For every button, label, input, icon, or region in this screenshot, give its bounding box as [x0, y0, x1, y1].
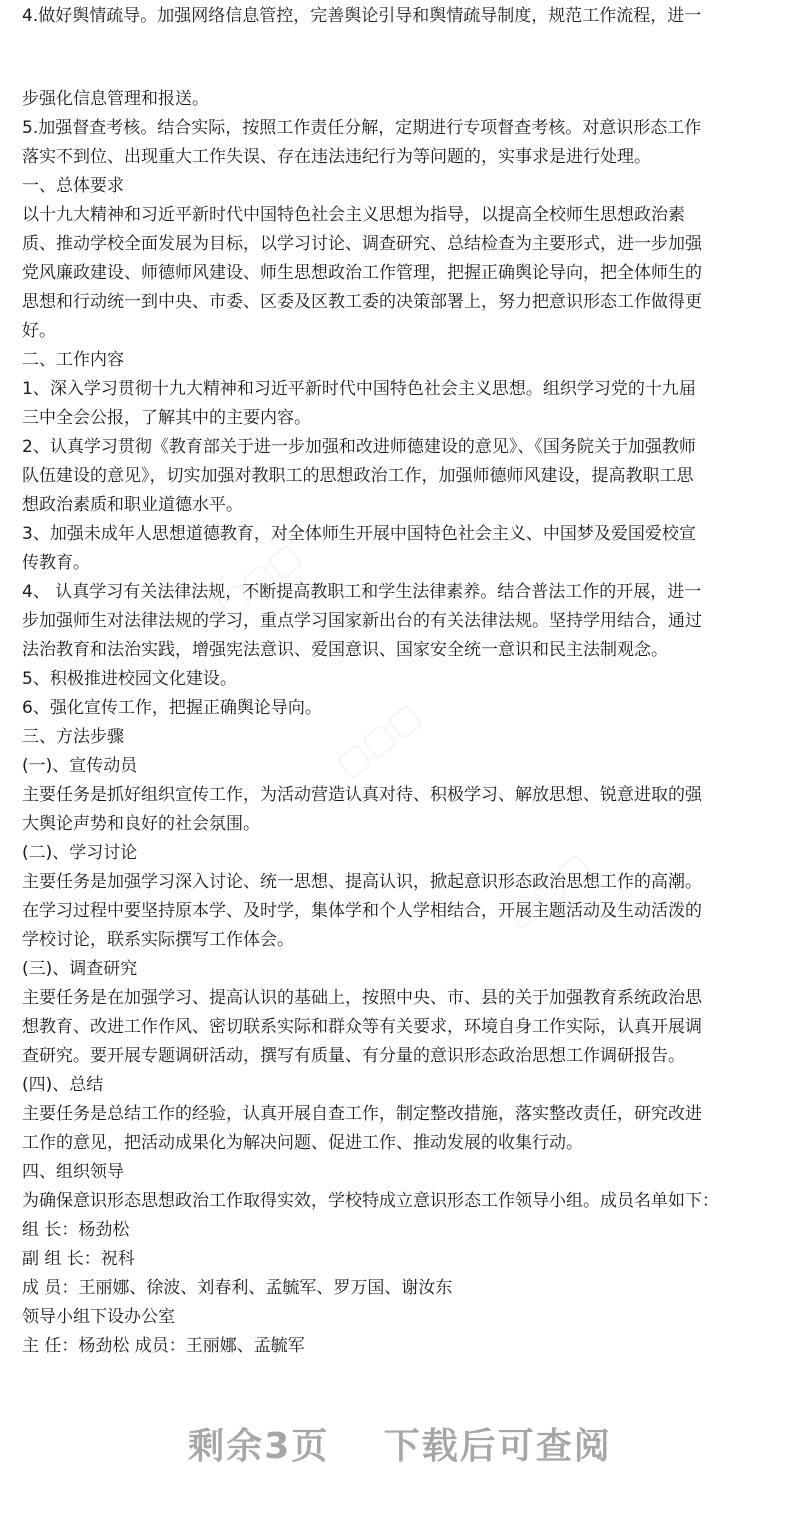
text-line: 在学习过程中要坚持原本学、及时学，集体学和个人学相结合，开展主题活动及生动活泼的 — [22, 901, 702, 921]
text-line: 以十九大精神和习近平新时代中国特色社会主义思想为指导，以提高全校师生思想政治素 — [22, 205, 685, 225]
text-line: 四、组织领导 — [22, 1162, 124, 1182]
text-line: 为确保意识形态思想政治工作取得实效，学校特成立意识形态工作领导小组。成员名单如下： — [22, 1191, 719, 1211]
text-line: 落实不到位、出现重大工作失误、存在违法违纪行为等问题的，实事求是进行处理。 — [22, 147, 651, 167]
text-line: 3、加强未成年人思想道德教育，对全体师生开展中国特色社会主义、中国梦及爱国爱校宣 — [22, 524, 696, 544]
text-line: 主要任务是在加强学习、提高认识的基础上，按照中央、市、县的关于加强教育系统政治思 — [22, 988, 702, 1008]
text-line: 组 长：杨劲松 — [22, 1220, 130, 1240]
watermark: ▢▢▢ — [497, 844, 599, 936]
watermark: ▢▢▢ — [207, 534, 309, 626]
text-line: (三)、调查研究 — [22, 959, 138, 979]
text-line: 想政治素质和职业道德水平。 — [22, 495, 243, 515]
text-line: 一、总体要求 — [22, 176, 124, 196]
text-line: 质、推动学校全面发展为目标，以学习讨论、调查研究、总结检查为主要形式，进一步加强 — [22, 234, 702, 254]
text-line: 1、深入学习贯彻十九大精神和习近平新时代中国特色社会主义思想。组织学习党的十九届 — [22, 379, 696, 399]
text-line: 副 组 长：祝科 — [22, 1249, 135, 1269]
text-line: 好。 — [22, 321, 56, 341]
download-prompt[interactable] — [0, 1418, 800, 1469]
text-line: 步加强师生对法律法规的学习，重点学习国家新出台的有关法律法规。坚持学用结合，通过 — [22, 611, 702, 631]
text-line: 工作的意见，把活动成果化为解决问题、促进工作、推动发展的收集行动。 — [22, 1133, 583, 1153]
document-body — [22, 2, 782, 1361]
text-line: 主 任：杨劲松 成员：王丽娜、孟毓军 — [22, 1336, 305, 1356]
text-line: 4、 认真学习有关法律法规，不断提高教职工和学生法律素养。结合普法工作的开展，进一 — [22, 582, 702, 602]
text-line: 主要任务是总结工作的经验，认真开展自查工作，制定整改措施，落实整改责任，研究改进 — [22, 1104, 702, 1124]
text-line: 思想和行动统一到中央、市委、区委及区教工委的决策部署上，努力把意识形态工作做得更 — [22, 292, 702, 312]
text-line: 大舆论声势和良好的社会氛围。 — [22, 814, 260, 834]
text-line: 成 员：王丽娜、徐波、刘春利、孟毓军、罗万国、谢汝东 — [22, 1278, 453, 1298]
download-to-view-label: 下载后可查阅 — [383, 1426, 612, 1467]
text-line: 主要任务是加强学习深入讨论、统一思想、提高认识，掀起意识形态政治思想工作的高潮。 — [22, 872, 702, 892]
text-line: 5.加强督查考核。结合实际，按照工作责任分解，定期进行专项督查考核。对意识形态工作 — [22, 118, 702, 138]
remaining-pages-label: 剩余3页 — [188, 1426, 330, 1467]
text-line: 6、强化宣传工作，把握正确舆论导向。 — [22, 698, 322, 718]
text-line: 查研究。要开展专题调研活动，撰写有质量、有分量的意识形态政治思想工作调研报告。 — [22, 1046, 685, 1066]
text-line: (一)、宣传动员 — [22, 756, 138, 776]
text-line: 二、工作内容 — [22, 350, 124, 370]
watermark: ▢▢▢ — [327, 694, 429, 786]
text-line: 主要任务是抓好组织宣传工作，为活动营造认真对待、积极学习、解放思想、锐意进取的强 — [22, 785, 702, 805]
text-line: 队伍建设的意见》，切实加强对教职工的思想政治工作，加强师德师风建设，提高教职工思 — [22, 466, 694, 486]
text-line: 步强化信息管理和报送。 — [22, 89, 209, 109]
paragraph-gap — [22, 31, 782, 85]
text-line: (四)、总结 — [22, 1075, 104, 1095]
text-line: 传教育。 — [22, 553, 90, 573]
text-line: 党风廉政建设、师德师风建设、师生思想政治工作管理，把握正确舆论导向，把全体师生的 — [22, 263, 702, 283]
text-line: 法治教育和法治实践，增强宪法意识、爱国意识、国家安全统一意识和民主法制观念。 — [22, 640, 668, 660]
text-line: 5、积极推进校园文化建设。 — [22, 669, 237, 689]
text-line: 三中全会公报，了解其中的主要内容。 — [22, 408, 311, 428]
text-line: 学校讨论，联系实际撰写工作体会。 — [22, 930, 294, 950]
text-line: (二)、学习讨论 — [22, 843, 138, 863]
text-line: 领导小组下设办公室 — [22, 1307, 175, 1327]
text-line: 三、方法步骤 — [22, 727, 124, 747]
text-line: 2、认真学习贯彻《教育部关于进一步加强和改进师德建设的意见》、《国务院关于加强教师 — [22, 437, 696, 457]
text-line: 4.做好舆情疏导。加强网络信息管控，完善舆论引导和舆情疏导制度，规范工作流程，进一 — [22, 6, 702, 26]
text-line: 想教育、改进工作作风、密切联系实际和群众等有关要求，环境自身工作实际，认真开展调 — [22, 1017, 702, 1037]
